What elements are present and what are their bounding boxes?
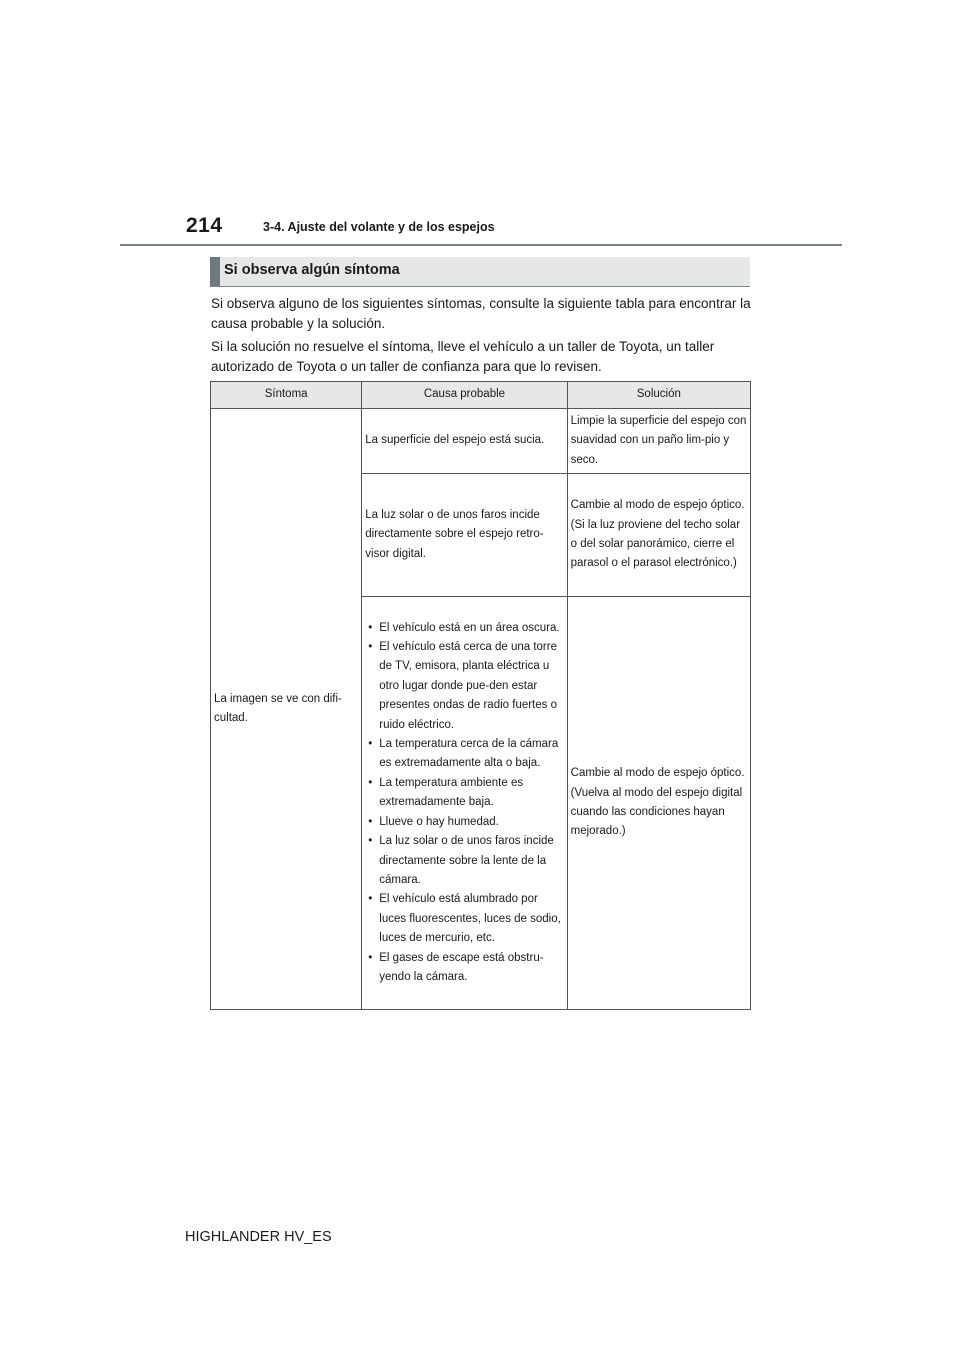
solution-cell: [567, 409, 750, 474]
header-cause: Causa probable: [362, 382, 567, 409]
header-symptom: Síntoma: [211, 382, 362, 409]
table-row: [211, 409, 751, 474]
cause-cell: [362, 474, 567, 597]
cause-bullet: • Llueve o hay humedad.: [365, 813, 563, 832]
solution-line: Cambie al modo de espejo óptico.: [570, 499, 745, 512]
cause-text: La luz solar o de unos faros incide directamente sobre el espejo retro-visor digital.: [365, 508, 544, 560]
cause-bullet: • El vehículo está cerca de una torre de TV, emisora, planta eléctrica u otro lugar donde pue-den estar presentes ondas de radio fuertes o ruido eléctrico.: [365, 638, 563, 735]
section-header: 3-4. Ajuste del volante y de los espejos: [263, 220, 495, 234]
cause-cell: [362, 597, 567, 1010]
cause-bullet: • El gases de escape está obstru-yendo la cámara.: [365, 949, 563, 988]
service-paragraph: Si la solución no resuelve el síntoma, lleve el vehículo a un taller de Toyota, un taller autorizado de Toyota o un taller de confianza para que lo revisen.: [211, 339, 715, 374]
cause-bullet: • La luz solar o de unos faros incide directamente sobre la lente de la cámara.: [365, 832, 563, 890]
footer-model-label: HIGHLANDER HV_ES: [185, 1229, 332, 1245]
cause-cell: [362, 409, 567, 474]
intro-paragraph: Si observa alguno de los siguientes síntomas, consulte la siguiente tabla para encontrar la causa probable y la solución.: [211, 296, 751, 331]
table-header-row: [211, 382, 751, 409]
section-heading-bar: [210, 257, 750, 287]
solution-line: (Vuelva al modo del espejo digital cuando las condiciones hayan mejorado.): [570, 786, 743, 838]
solution-line: Cambie al modo de espejo óptico.: [570, 767, 745, 780]
solution-text: Limpie la superficie del espejo con suavidad con un paño lim-pio y seco.: [570, 414, 747, 466]
header-solution: Solución: [567, 382, 750, 409]
cause-bullet: • La temperatura ambiente es extremadamente baja.: [365, 774, 563, 813]
symptom-cell: [211, 409, 362, 1010]
cause-text: La superficie del espejo está sucia.: [365, 434, 545, 447]
cause-bullet-list: [365, 619, 563, 988]
solution-cell: [567, 474, 750, 597]
solution-cell: [567, 597, 750, 1010]
header-divider: [120, 244, 842, 246]
page-number: 214: [186, 214, 223, 237]
section-heading: Si observa algún síntoma: [224, 262, 400, 278]
cause-bullet: • La temperatura cerca de la cámara es extremadamente alta o baja.: [365, 735, 563, 774]
cause-bullet: • El vehículo está en un área oscura.: [365, 619, 563, 638]
heading-accent: [210, 257, 220, 286]
symptom-table: [210, 381, 751, 1010]
symptom-text: La imagen se ve con difi-cultad.: [214, 692, 342, 724]
cause-bullet: • El vehículo está alumbrado por luces fluorescentes, luces de sodio, luces de mercurio, etc.: [365, 890, 563, 948]
solution-line: (Si la luz proviene del techo solar o del solar panorámico, cierre el parasol o el parasol electrónico.): [570, 518, 741, 570]
